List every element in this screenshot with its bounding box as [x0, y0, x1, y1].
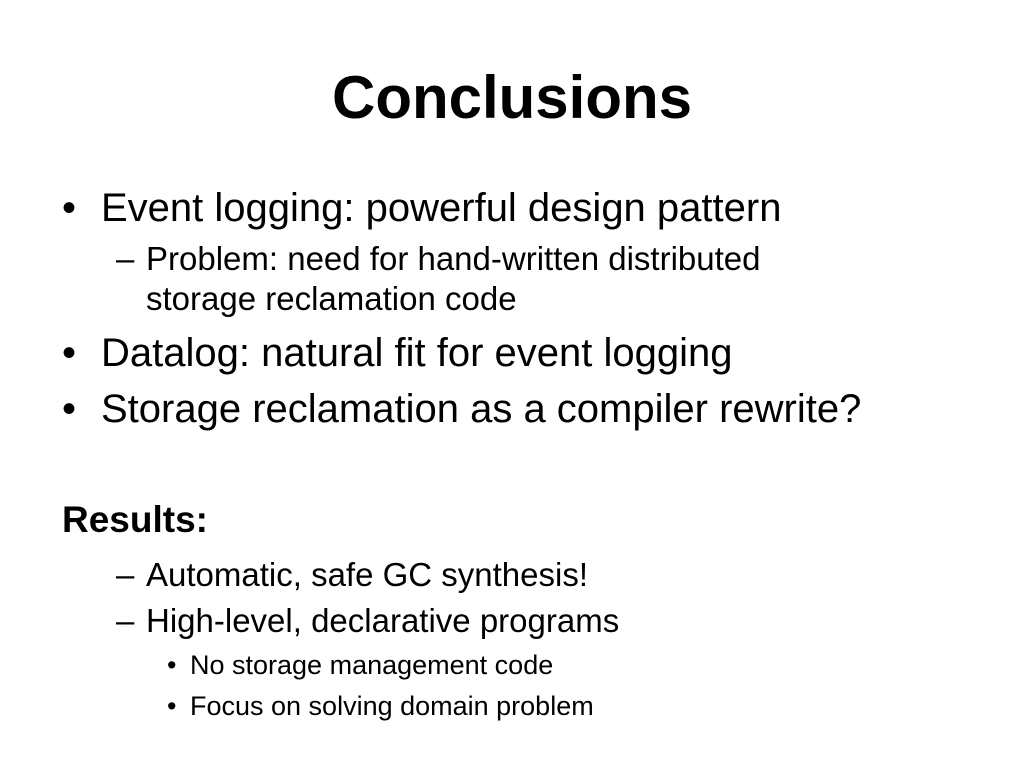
dash-marker: – [116, 556, 135, 593]
bullet-text-datalog: Datalog: natural fit for event logging [101, 331, 733, 375]
results-subitem-no-storage-code: No storage management code [190, 650, 554, 680]
results-subitem-domain-problem: Focus on solving domain problem [190, 691, 594, 721]
results-item-declarative-programs: High-level, declarative programs [146, 602, 620, 639]
bullet-marker: • [167, 691, 177, 721]
results-item-gc-synthesis: Automatic, safe GC synthesis! [146, 556, 589, 593]
dash-marker: – [116, 602, 135, 639]
sub-bullet-problem-line1: Problem: need for hand-written distributed [146, 240, 761, 277]
dash-marker: – [116, 240, 135, 277]
bullet-marker: • [167, 650, 177, 680]
bullet-text-storage-reclamation: Storage reclamation as a compiler rewrite? [101, 387, 862, 431]
bullet-marker: • [62, 186, 77, 230]
slide-title: Conclusions [331, 64, 693, 131]
sub-bullet-problem-line2: storage reclamation code [146, 280, 517, 317]
bullet-marker: • [62, 331, 77, 375]
results-heading: Results: [62, 499, 208, 540]
bullet-marker: • [62, 387, 77, 431]
bullet-text-event-logging: Event logging: powerful design pattern [101, 186, 782, 230]
